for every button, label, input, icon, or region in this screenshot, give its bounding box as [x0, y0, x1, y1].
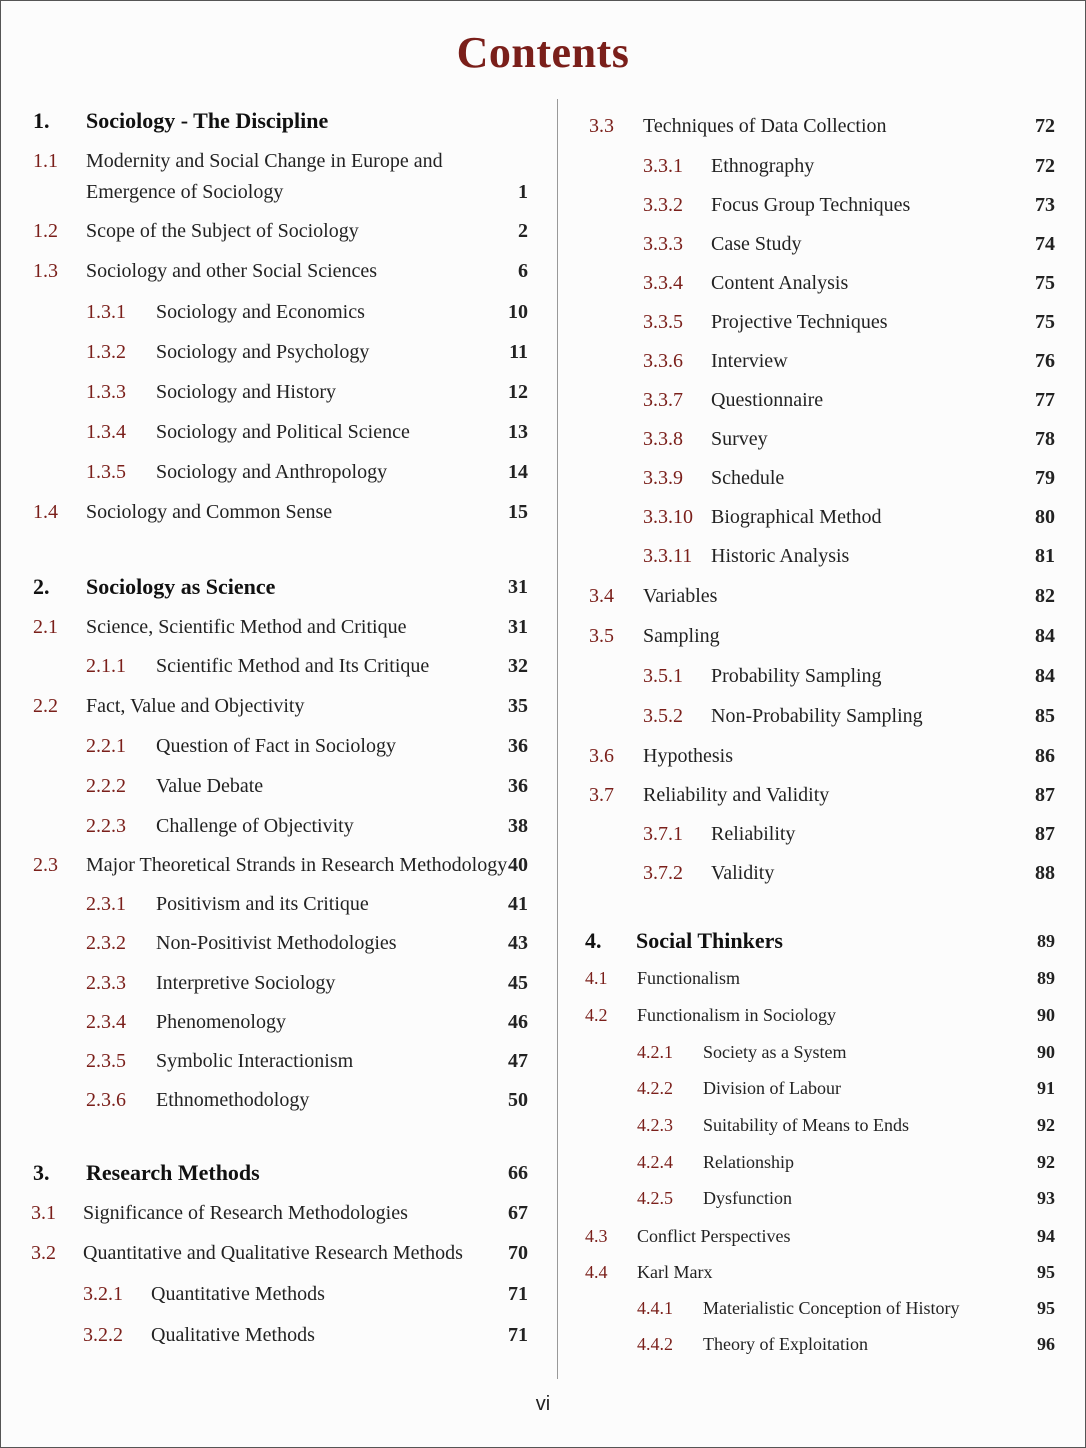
toc-entry-page: 40 — [508, 854, 528, 876]
toc-entry-number: 4.2.4 — [637, 1152, 673, 1172]
toc-entry-number: 3.3.11 — [643, 545, 693, 567]
toc-entry-number: 3.5 — [589, 625, 614, 647]
toc-entry-page: 77 — [1035, 389, 1055, 411]
toc-entry — [571, 963, 1055, 993]
toc-entry-title: Sociology as Science — [86, 574, 276, 599]
toc-entry-number: 3.3.7 — [643, 389, 683, 411]
toc-entry-page: 50 — [508, 1089, 528, 1111]
toc-entry-number: 2.3.1 — [86, 893, 126, 915]
toc-entry-page: 1 — [518, 181, 528, 203]
toc-entry — [1, 146, 528, 176]
toc-entry-number: 3. — [33, 1160, 50, 1185]
toc-entry-number: 2.3.3 — [86, 972, 126, 994]
toc-entry — [1, 771, 528, 801]
toc-entry-page: 89 — [1037, 968, 1055, 988]
toc-entry-page: 88 — [1035, 862, 1055, 884]
toc-entry-number: 2.3 — [33, 854, 58, 876]
toc-entry-page: 90 — [1037, 1005, 1055, 1025]
toc-entry — [571, 385, 1055, 415]
toc-entry-title: Survey — [711, 428, 768, 450]
toc-entry-title: Quantitative Methods — [151, 1283, 325, 1305]
toc-entry-number: 4.4 — [585, 1262, 608, 1282]
toc-entry-number: 3.3.8 — [643, 428, 683, 450]
toc-entry-page: 73 — [1035, 194, 1055, 216]
toc-entry — [571, 741, 1055, 771]
toc-entry-number: 2. — [33, 574, 50, 599]
toc-entry-number: 1.3.2 — [86, 341, 126, 363]
toc-entry-number: 2.1 — [33, 616, 58, 638]
toc-entry — [1, 572, 528, 602]
toc-entry-title: Sociology and History — [156, 381, 336, 403]
toc-entry-page: 13 — [508, 421, 528, 443]
toc-entry-page: 72 — [1035, 155, 1055, 177]
toc-entry-title: Techniques of Data Collection — [643, 115, 887, 137]
toc-entry — [1, 457, 528, 487]
toc-entry — [571, 151, 1055, 181]
toc-entry-title: Major Theoretical Strands in Research Methodology — [86, 854, 508, 876]
toc-entry-page: 79 — [1035, 467, 1055, 489]
toc-entry-title: Ethnomethodology — [156, 1089, 310, 1111]
toc-entry — [1, 651, 528, 681]
toc-entry — [1, 1320, 528, 1350]
toc-entry-title: Non-Probability Sampling — [711, 705, 923, 727]
toc-entry-title: Karl Marx — [637, 1262, 713, 1282]
toc-entry — [1, 850, 528, 880]
toc-entry-title: Sociology and Economics — [156, 301, 365, 323]
toc-entry-page: 82 — [1035, 585, 1055, 607]
toc-entry — [1, 1046, 528, 1076]
toc-entry-page: 10 — [508, 301, 528, 323]
toc-entry — [571, 346, 1055, 376]
toc-entry-title: Sociology and Anthropology — [156, 461, 388, 483]
toc-entry-title: Question of Fact in Sociology — [156, 735, 396, 757]
toc-entry-page: 70 — [508, 1242, 528, 1264]
toc-entry-title: Content Analysis — [711, 272, 849, 294]
toc-entry-page: 76 — [1035, 350, 1055, 372]
toc-entry-number: 1.3.3 — [86, 381, 126, 403]
toc-entry-page: 31 — [508, 616, 528, 638]
toc-entry — [1, 1279, 528, 1309]
toc-entry — [1, 691, 528, 721]
toc-entry-title: Validity — [711, 862, 775, 884]
toc-entry-number: 3.5.2 — [643, 705, 683, 727]
toc-entry-number: 4. — [585, 928, 602, 953]
page-title: Contents — [456, 28, 630, 77]
toc-entry-number: 3.3.9 — [643, 467, 683, 489]
toc-entry-number: 3.3.2 — [643, 194, 683, 216]
toc-entry-page: 87 — [1035, 784, 1055, 806]
toc-entry-title: Scientific Method and Its Critique — [156, 655, 430, 677]
toc-entry-title: Modernity and Social Change in Europe and — [86, 150, 443, 172]
toc-entry-title: Suitability of Means to Ends — [703, 1115, 909, 1135]
toc-entry-title: Dysfunction — [703, 1188, 792, 1208]
toc-entry-page: 84 — [1035, 625, 1055, 647]
toc-entry-title: Society as a System — [703, 1042, 847, 1062]
toc-entry-title: Division of Labour — [703, 1078, 841, 1098]
toc-entry — [571, 1183, 1055, 1213]
toc-entry — [1, 497, 528, 527]
toc-entry-number: 4.2 — [585, 1005, 608, 1025]
toc-entry-title: Significance of Research Methodologies — [83, 1202, 408, 1224]
toc-entry-page: 36 — [508, 775, 528, 797]
toc-entry-title: Projective Techniques — [711, 311, 888, 333]
toc-entry — [571, 502, 1055, 532]
toc-entry — [571, 541, 1055, 571]
toc-entry-title: Scope of the Subject of Sociology — [86, 220, 359, 242]
toc-entry-page: 94 — [1037, 1226, 1055, 1246]
toc-entry-title: Questionnaire — [711, 389, 824, 411]
toc-entry — [571, 621, 1055, 651]
toc-entry-title: Non-Positivist Methodologies — [156, 932, 397, 954]
toc-entry-title: Theory of Exploitation — [703, 1334, 868, 1354]
toc-entry-number: 4.1 — [585, 968, 608, 988]
toc-entry-page: 47 — [508, 1050, 528, 1072]
toc-entry-title: Variables — [643, 585, 718, 607]
toc-entry — [1, 811, 528, 841]
toc-entry-number: 1.2 — [33, 220, 58, 242]
toc-entry-page: 78 — [1035, 428, 1055, 450]
toc-entry-page: 41 — [508, 893, 528, 915]
toc-entry-page: 90 — [1037, 1042, 1055, 1062]
toc-entry-page: 43 — [508, 932, 528, 954]
toc-entry-page: 85 — [1035, 705, 1055, 727]
toc-entry-number: 3.3.4 — [643, 272, 683, 294]
toc-entry — [571, 1147, 1055, 1177]
toc-entry — [571, 1073, 1055, 1103]
toc-entry-page: 15 — [508, 501, 528, 523]
toc-entry — [1, 1158, 528, 1188]
toc-entry-page: 12 — [508, 381, 528, 403]
toc-entry — [571, 111, 1055, 141]
toc-entry — [1, 612, 528, 642]
toc-entry-title: Interpretive Sociology — [156, 972, 336, 994]
toc-entry-title: Ethnography — [711, 155, 815, 177]
toc-entry-number: 3.4 — [589, 585, 614, 607]
toc-entry-title: Sociology and other Social Sciences — [86, 260, 378, 282]
toc-entry — [571, 701, 1055, 731]
toc-entry — [571, 1329, 1055, 1359]
toc-entry-title: Quantitative and Qualitative Research Methods — [83, 1242, 463, 1264]
toc-entry-number: 4.2.1 — [637, 1042, 673, 1062]
toc-entry-title: Sociology and Political Science — [156, 421, 410, 443]
toc-entry-number: 4.2.3 — [637, 1115, 673, 1135]
toc-entry-number: 3.2.2 — [83, 1324, 123, 1346]
toc-entry-page: 92 — [1037, 1115, 1055, 1135]
toc-entry — [571, 1257, 1055, 1287]
toc-entry — [1, 1238, 528, 1268]
toc-entry-number: 4.3 — [585, 1226, 608, 1246]
toc-entry-page: 87 — [1035, 823, 1055, 845]
toc-entry-number: 1. — [33, 108, 50, 133]
toc-entry-title: Conflict Perspectives — [637, 1226, 791, 1246]
toc-entry — [571, 463, 1055, 493]
toc-entry-page: 31 — [508, 576, 528, 598]
toc-entry-page: 74 — [1035, 233, 1055, 255]
toc-entry-title: Value Debate — [156, 775, 264, 797]
toc-entry-number: 2.2 — [33, 695, 58, 717]
toc-entry — [1, 106, 528, 136]
toc-entry — [1, 256, 528, 286]
toc-entry-number: 3.3.1 — [643, 155, 683, 177]
toc-entry-page: 66 — [508, 1162, 528, 1184]
toc-entry-page: 67 — [508, 1202, 528, 1224]
toc-entry-number: 2.3.2 — [86, 932, 126, 954]
toc-entry-page: 32 — [508, 655, 528, 677]
toc-entry-page: 11 — [509, 341, 528, 363]
toc-entry — [571, 819, 1055, 849]
toc-entry-number: 3.2.1 — [83, 1283, 123, 1305]
toc-entry — [1, 731, 528, 761]
toc-entry — [1, 417, 528, 447]
toc-entry — [1, 889, 528, 919]
toc-entry-number: 2.2.1 — [86, 735, 126, 757]
toc-entry-page: 80 — [1035, 506, 1055, 528]
toc-entry-number: 4.2.2 — [637, 1078, 673, 1098]
toc-entry — [571, 661, 1055, 691]
toc-entry-page: 14 — [508, 461, 528, 483]
toc-entry-title: Positivism and its Critique — [156, 893, 369, 915]
toc-entry-title: Social Thinkers — [636, 928, 783, 953]
toc-entry — [571, 190, 1055, 220]
toc-entry-number: 1.3.1 — [86, 301, 126, 323]
toc-entry-number: 2.3.5 — [86, 1050, 126, 1072]
toc-entry-number: 3.5.1 — [643, 665, 683, 687]
toc-entry-title: Reliability and Validity — [643, 784, 830, 806]
toc-entry-title: Schedule — [711, 467, 785, 489]
toc-entry-title: Sampling — [643, 625, 720, 647]
toc-entry-title: Symbolic Interactionism — [156, 1050, 354, 1072]
toc-entry-title: Focus Group Techniques — [711, 194, 911, 216]
toc-entry-number: 3.3.6 — [643, 350, 683, 372]
toc-entry-title: Relationship — [703, 1152, 794, 1172]
toc-entry-page: 2 — [518, 220, 528, 242]
toc-entry — [1, 177, 528, 207]
toc-entry — [571, 307, 1055, 337]
toc-entry-title: Reliability — [711, 823, 796, 845]
toc-entry-title: Functionalism — [637, 968, 740, 988]
toc-entry-page: 38 — [508, 815, 528, 837]
toc-entry — [1, 1198, 528, 1228]
toc-entry — [1, 337, 528, 367]
toc-entry-number: 3.6 — [589, 745, 614, 767]
toc-entry-page: 93 — [1037, 1188, 1055, 1208]
toc-entry-number: 3.3.5 — [643, 311, 683, 333]
toc-entry — [571, 858, 1055, 888]
toc-entry-title: Fact, Value and Objectivity — [86, 695, 305, 717]
toc-entry-page: 91 — [1037, 1078, 1055, 1098]
toc-entry-number: 1.3 — [33, 260, 58, 282]
toc-entry-title: Hypothesis — [643, 745, 733, 767]
toc-entry-number: 3.7 — [589, 784, 614, 806]
toc-entry-number: 1.3.5 — [86, 461, 126, 483]
toc-entry-title: Historic Analysis — [711, 545, 850, 567]
toc-entry-title: Functionalism in Sociology — [637, 1005, 837, 1025]
toc-entry-title: Phenomenology — [156, 1011, 286, 1033]
toc-entry — [571, 1221, 1055, 1251]
toc-entry-page: 81 — [1035, 545, 1055, 567]
toc-entry-number: 1.3.4 — [86, 421, 126, 443]
toc-entry-page: 92 — [1037, 1152, 1055, 1172]
toc-entry-title: Qualitative Methods — [151, 1324, 315, 1346]
toc-entry-number: 4.4.1 — [637, 1298, 673, 1318]
toc-entry — [571, 424, 1055, 454]
toc-entry-number: 2.2.3 — [86, 815, 126, 837]
toc-entry-title: Sociology - The Discipline — [86, 108, 329, 133]
toc-entry-title: Research Methods — [86, 1160, 260, 1185]
page-number: vi — [535, 1393, 551, 1415]
toc-entry — [571, 1293, 1055, 1323]
toc-entry-page: 71 — [508, 1324, 528, 1346]
column-divider — [557, 99, 558, 1379]
toc-entry-title: Materialistic Conception of History — [703, 1298, 960, 1318]
toc-entry-page: 75 — [1035, 272, 1055, 294]
toc-entry-title: Emergence of Sociology — [86, 181, 284, 203]
toc-entry-number: 2.3.4 — [86, 1011, 126, 1033]
toc-entry — [571, 926, 1055, 956]
toc-entry-page: 95 — [1037, 1262, 1055, 1282]
toc-entry — [1, 1007, 528, 1037]
toc-entry — [1, 968, 528, 998]
toc-entry-number: 4.2.5 — [637, 1188, 673, 1208]
toc-entry-title: Interview — [711, 350, 788, 372]
toc-entry-number: 2.1.1 — [86, 655, 126, 677]
toc-entry-number: 1.1 — [33, 150, 58, 172]
toc-entry-number: 3.7.2 — [643, 862, 683, 884]
toc-entry-title: Science, Scientific Method and Critique — [86, 616, 407, 638]
toc-entry-page: 71 — [508, 1283, 528, 1305]
toc-entry-number: 3.3 — [589, 115, 614, 137]
toc-entry-page: 86 — [1035, 745, 1055, 767]
toc-entry-number: 2.2.2 — [86, 775, 126, 797]
toc-entry-page: 72 — [1035, 115, 1055, 137]
toc-entry-number: 3.3.3 — [643, 233, 683, 255]
toc-entry — [571, 581, 1055, 611]
toc-entry — [1, 377, 528, 407]
toc-entry — [1, 297, 528, 327]
toc-entry — [571, 1037, 1055, 1067]
toc-entry-number: 4.4.2 — [637, 1334, 673, 1354]
toc-entry — [1, 928, 528, 958]
toc-entry-title: Case Study — [711, 233, 802, 255]
toc-entry-title: Probability Sampling — [711, 665, 882, 687]
toc-entry — [571, 780, 1055, 810]
toc-entry-page: 46 — [508, 1011, 528, 1033]
toc-entry — [571, 1110, 1055, 1140]
toc-entry — [1, 216, 528, 246]
toc-entry — [571, 268, 1055, 298]
toc-entry-title: Sociology and Psychology — [156, 341, 370, 363]
toc-entry-page: 96 — [1037, 1334, 1055, 1354]
toc-entry-page: 6 — [518, 260, 528, 282]
toc-entry-number: 2.3.6 — [86, 1089, 126, 1111]
toc-entry-title: Challenge of Objectivity — [156, 815, 354, 837]
toc-entry-number: 3.7.1 — [643, 823, 683, 845]
toc-entry — [571, 229, 1055, 259]
toc-entry-page: 84 — [1035, 665, 1055, 687]
toc-entry-number: 3.2 — [31, 1242, 56, 1264]
toc-entry — [1, 1085, 528, 1115]
toc-entry-page: 35 — [508, 695, 528, 717]
toc-entry-page: 75 — [1035, 311, 1055, 333]
toc-entry-page: 89 — [1037, 931, 1055, 951]
toc-entry — [571, 1000, 1055, 1030]
toc-entry-number: 3.1 — [31, 1202, 56, 1224]
toc-entry-page: 95 — [1037, 1298, 1055, 1318]
toc-entry-number: 3.3.10 — [643, 506, 693, 528]
toc-entry-page: 45 — [508, 972, 528, 994]
toc-entry-title: Biographical Method — [711, 506, 882, 528]
toc-entry-page: 36 — [508, 735, 528, 757]
toc-entry-number: 1.4 — [33, 501, 58, 523]
toc-entry-title: Sociology and Common Sense — [86, 501, 333, 523]
